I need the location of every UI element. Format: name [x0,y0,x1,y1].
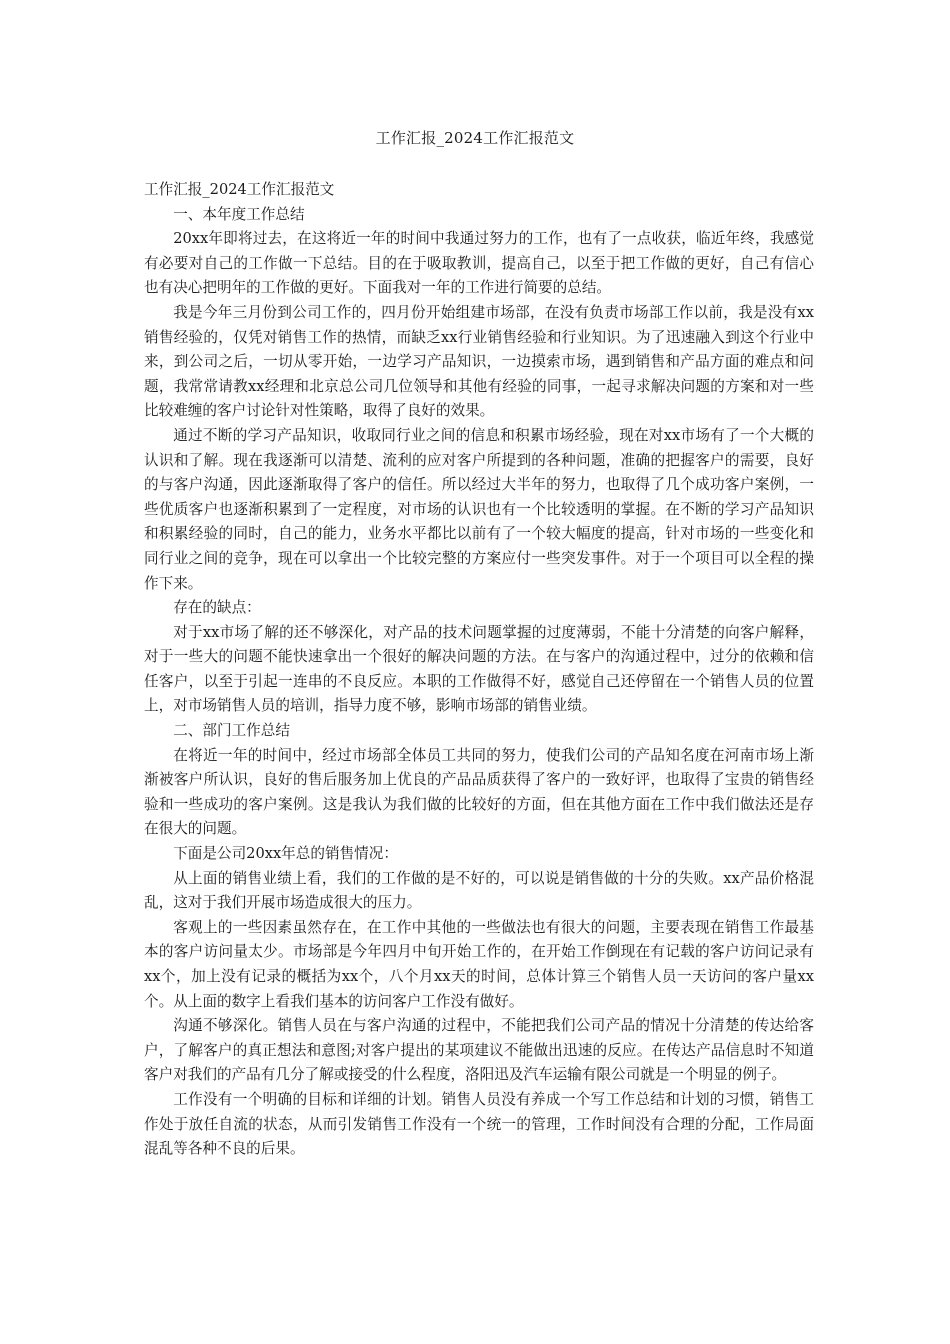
section-heading-annual: 一、本年度工作总结 [173,205,305,223]
paragraph: 客观上的一些因素虽然存在，在工作中其他的一些做法也有很大的问题，主要表现在销售工作最基本的客户访问量太少。市场部是今年四月中旬开始工作的，在开始工作倒现在有记载的客户访问记录有xx个，加上没有记录的概括为xx个，八个月xx天的时间，总体计算三个销售人员一天访问的客户量xx个。从上面的数字上看我们基本的访问客户工作没有做好。 [144,918,814,1010]
paragraph: 20xx年即将过去，在这将近一年的时间中我通过努力的工作，也有了一点收获，临近年终，我感觉有必要对自己的工作做一下总结。目的在于吸取教训，提高自己，以至于把工作做的更好，自己有信心也有决心把明年的工作做的更好。下面我对一年的工作进行简要的总结。 [144,230,814,297]
paragraph: 我是今年三月份到公司工作的，四月份开始组建市场部，在没有负责市场部工作以前，我是没有xx销售经验的，仅凭对销售工作的热情，而缺乏xx行业销售经验和行业知识。为了迅速融入到这个行业中来，到公司之后，一切从零开始，一边学习产品知识，一边摸索市场，遇到销售和产品方面的难点和问题，我常常请教xx经理和北京总公司几位领导和其他有经验的同事，一起寻求解决问题的方案和对一些比较难缠的客户讨论针对性策略，取得了良好的效果。 [144,303,814,420]
document-subtitle: 工作汇报_2024工作汇报范文 [144,181,335,198]
paragraph: 下面是公司20xx年总的销售情况： [173,845,398,863]
paragraph: 从上面的销售业绩上看，我们的工作做的是不好的，可以说是销售做的十分的失败。xx产品价格混乱，这对于我们开展市场造成很大的压力。 [144,869,814,912]
subheading-shortcomings: 存在的缺点： [173,599,261,617]
paragraph: 沟通不够深化。销售人员在与客户沟通的过程中，不能把我们公司产品的情况十分清楚的传达给客户，了解客户的真正想法和意图;对客户提出的某项建议不能做出迅速的反应。在传达产品信息时不知道客户对我们的产品有几分了解或接受的什么程度，洛阳迅及汽车运输有限公司就是一个明显的例子。 [144,1017,814,1084]
document-title: 工作汇报_2024工作汇报范文 [375,129,575,147]
paragraph: 在将近一年的时间中，经过市场部全体员工共同的努力，使我们公司的产品知名度在河南市场上渐渐被客户所认识，良好的售后服务加上优良的产品品质获得了客户的一致好评，也取得了宝贵的销售经验和一些成功的客户案例。这是我认为我们做的比较好的方面，但在其他方面在工作中我们做法还是存在很大的问题。 [144,746,814,838]
section-heading-department: 二、部门工作总结 [173,722,290,740]
paragraph: 工作没有一个明确的目标和详细的计划。销售人员没有养成一个写工作总结和计划的习惯，销售工作处于放任自流的状态，从而引发销售工作没有一个统一的管理，工作时间没有合理的分配，工作局面混乱等各种不良的后果。 [144,1090,814,1158]
document-body [144,178,814,1162]
paragraph: 通过不断的学习产品知识，收取同行业之间的信息和积累市场经验，现在对xx市场有了一个大概的认识和了解。现在我逐渐可以清楚、流利的应对客户所提到的各种问题，准确的把握客户的需要，良好的与客户沟通，因此逐渐取得了客户的信任。所以经过大半年的努力，也取得了几个成功客户案例，一些优质客户也逐渐积累到了一定程度，对市场的认识也有一个比较透明的掌握。在不断的学习产品知识和积累经验的同时，自己的能力，业务水平都比以前有了一个较大幅度的提高，针对市场的一些变化和同行业之间的竞争，现在可以拿出一个比较完整的方案应付一些突发事件。对于一个项目可以全程的操作下来。 [144,426,814,592]
paragraph: 对于xx市场了解的还不够深化，对产品的技术问题掌握的过度薄弱，不能十分清楚的向客户解释，对于一些大的问题不能快速拿出一个很好的解决问题的方法。在与客户的沟通过程中，过分的依赖和信任客户，以至于引起一连串的不良反应。本职的工作做得不好，感觉自己还停留在一个销售人员的位置上，对市场销售人员的培训，指导力度不够，影响市场部的销售业绩。 [144,623,814,715]
